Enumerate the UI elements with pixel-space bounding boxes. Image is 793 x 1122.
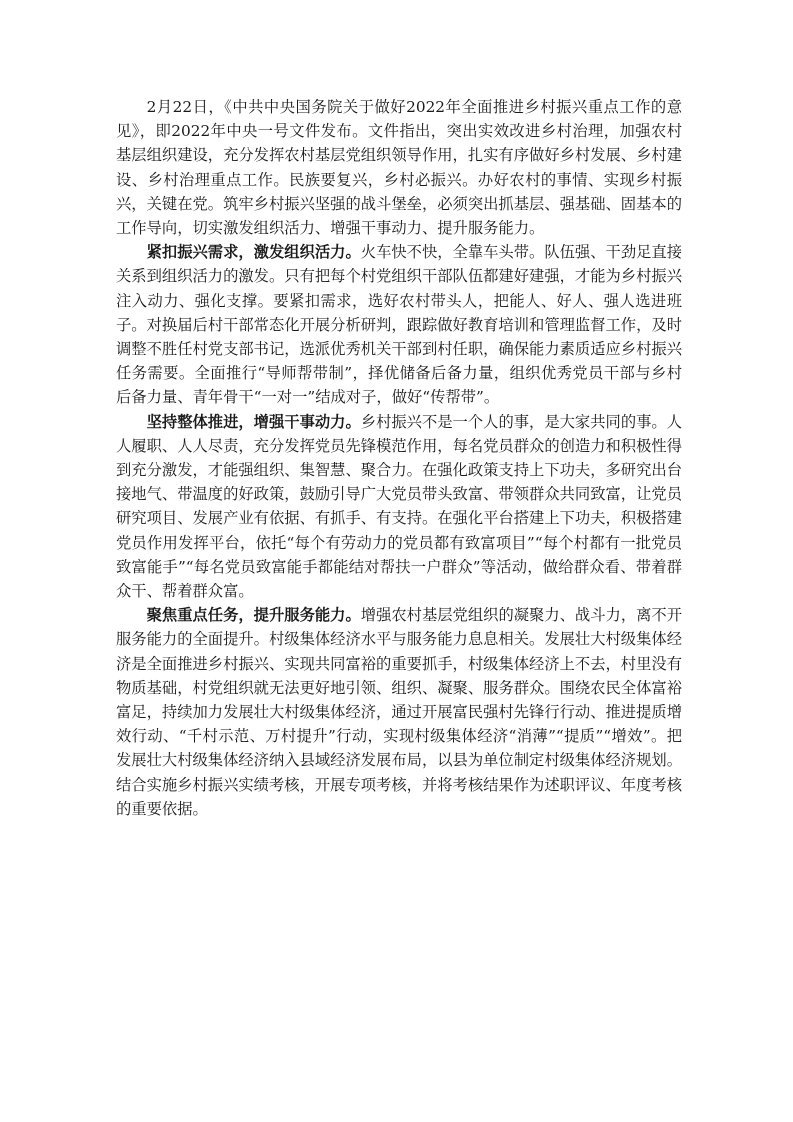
paragraph-text: 2月22日，《中共中央国务院关于做好2022年全面推进乡村振兴重点工作的意见》，即2022年中央一号文件发布。文件指出，突出实效改进乡村治理，加强农村基层组织建设，充分发挥农村基层党组织领导作用，扎实有序做好乡村发展、乡村建设、乡村治理重点工作。民族要复兴，乡村必振兴。办好农村的事情、实现乡村振兴，关键在党。筑牢乡村振兴坚强的战斗堡垒，必须突出抓基层、强基础、固基本的工作导向，切实激发组织活力、增强干事动力、提升服务能力。 (116, 98, 682, 238)
paragraph-lead: 聚焦重点任务，提升服务能力。 (146, 606, 361, 625)
paragraph-service-capability (116, 603, 682, 821)
paragraph-organization-vitality (116, 240, 682, 409)
paragraph-lead: 坚持整体推进，增强干事动力。 (146, 412, 361, 431)
paragraph-lead: 紧扣振兴需求，激发组织活力。 (146, 243, 361, 262)
paragraph-work-motivation (116, 410, 682, 604)
paragraph-text: 乡村振兴不是一个人的事，是大家共同的事。人人履职、人人尽责，充分发挥党员先锋模范作用，每名党员群众的创造力和积极性得到充分激发，才能强组织、集智慧、聚合力。在强化政策支持上下功夫，多研究出台接地气、带温度的好政策，鼓励引导广大党员带头致富、带领群众共同致富，让党员研究项目、发展产业有依据、有抓手、有支持。在强化平台搭建上下功夫，积极搭建党员作用发挥平台，依托“每个有劳动力的党员都有致富项目”“每个村都有一批党员致富能手”“每名党员致富能手都能结对帮扶一户群众”等活动，做给群众看、带着群众干、帮着群众富。 (116, 412, 683, 601)
article-body (116, 95, 682, 821)
paragraph-intro (116, 95, 682, 240)
paragraph-text: 增强农村基层党组织的凝聚力、战斗力，离不开服务能力的全面提升。村级集体经济水平与服务能力息息相关。发展壮大村级集体经济是全面推进乡村振兴、实现共同富裕的重要抓手，村级集体经济上不去，村里没有物质基础，村党组织就无法更好地引领、组织、凝聚、服务群众。围绕农民全体富裕富足，持续加力发展壮大村级集体经济，通过开展富民强村先锋行行动、推进提质增效行动、“千村示范、万村提升”行动，实现村级集体经济“消薄”“提质”“增效”。把发展壮大村级集体经济纳入县域经济发展布局，以县为单位制定村级集体经济规划。结合实施乡村振兴实绩考核，开展专项考核，并将考核结果作为述职评议、年度考核的重要依据。 (116, 606, 683, 818)
paragraph-text: 火车快不快，全靠车头带。队伍强、干劲足直接关系到组织活力的激发。只有把每个村党组织干部队伍都建好建强，才能为乡村振兴注入动力、强化支撑。要紧扣需求，选好农村带头人，把能人、好人、强人选进班子。对换届后村干部常态化开展分析研判，跟踪做好教育培训和管理监督工作，及时调整不胜任村党支部书记，选派优秀机关干部到村任职，确保能力素质适应乡村振兴任务需要。全面推行“导师帮带制”，择优储备后备力量，组织优秀党员干部与乡村后备力量、青年骨干“一对一”结成对子，做好“传帮带”。 (116, 243, 683, 407)
